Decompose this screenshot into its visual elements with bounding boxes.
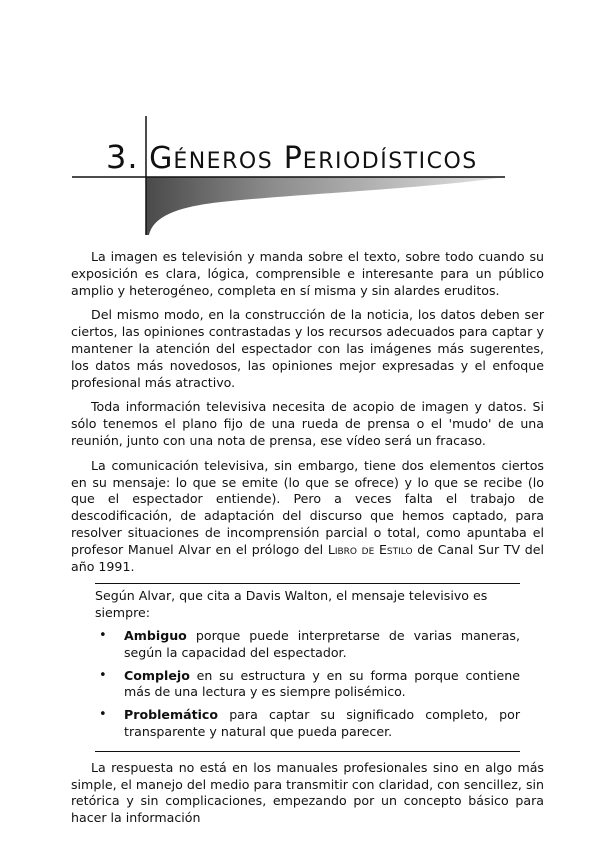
title-initial-g: G <box>149 141 174 176</box>
page-body <box>71 249 544 835</box>
characteristics-list <box>95 628 520 741</box>
chapter-title <box>106 138 478 176</box>
term-complejo: Complejo <box>124 667 190 683</box>
chapter-header <box>0 0 609 235</box>
paragraph-3: Toda información televisiva necesita de acopio de imagen y datos. Si sólo tenemos el plano fijo de una rueda de prensa o el 'mudo' de una reunión, junto con una nota de prensa, ese vídeo será un fracaso. <box>71 399 544 448</box>
list-item <box>95 628 520 662</box>
paragraph-1: La imagen es televisión y manda sobre el texto, sobre todo cuando su exposición es clara, lógica, comprensible e interesante para un público amplio y heterogéneo, completa en sí misma y sin alardes eruditos. <box>71 249 544 298</box>
list-item <box>95 707 520 741</box>
list-item <box>95 668 520 702</box>
paragraph-4-text-a: La comunicación televisiva, sin embargo, tiene dos elementos ciertos en su mensaje: lo que se emite (lo que se ofrece) y lo que se recibe (lo que el espectador entiende). Pero a veces falta el trabajo de descodificación, de adaptación del discurso que hemos captado, para resolver situaciones de incomprensión parcial o total, como apuntaba el profesor Manuel Alvar en el prólogo del <box>71 457 544 557</box>
final-paragraph: La respuesta no está en los manuales profesionales sino en algo más simple, el manejo del medio para transmitir con claridad, con sencillez, sin retórica y sin complicaciones, empezando por un concepto básico para hacer la información <box>71 759 544 826</box>
term-problematico: Problemático <box>124 707 219 723</box>
term-description: para captar su significado completo, por transparente y natural que pueda parecer. <box>124 707 520 739</box>
title-part-1: ÉNEROS <box>173 149 274 174</box>
quote-intro: Según Alvar, que cita a Davis Walton, el mensaje televisivo es siempre: <box>95 588 488 621</box>
title-part-2: ERIODÍSTICOS <box>302 149 478 174</box>
quote-box <box>95 583 520 751</box>
term-ambiguo: Ambiguo <box>124 627 187 643</box>
paragraph-2: Del mismo modo, en la construcción de la noticia, los datos deben ser ciertos, las opiniones contrastadas y los recursos adecuados para captar y mantener la atención del espectador con las imágenes más sugerentes, los datos más novedosos, las opiniones mejor expresadas y el enfoque profesional más atractivo. <box>71 307 544 390</box>
term-description: en su estructura y en su forma porque contiene más de una lectura y es siempre polisémico. <box>124 667 520 700</box>
paragraph-4-text-b: de Canal Sur TV del año 1991. <box>71 541 544 574</box>
term-description: porque puede interpretarse de varias maneras, según la capacidad del espectador. <box>124 627 520 660</box>
paragraph-4 <box>71 458 544 576</box>
chapter-number: 3. <box>106 138 139 176</box>
title-initial-p: P <box>283 141 303 176</box>
book-title: Libro de Estilo <box>327 541 413 557</box>
header-ornament <box>0 0 609 235</box>
